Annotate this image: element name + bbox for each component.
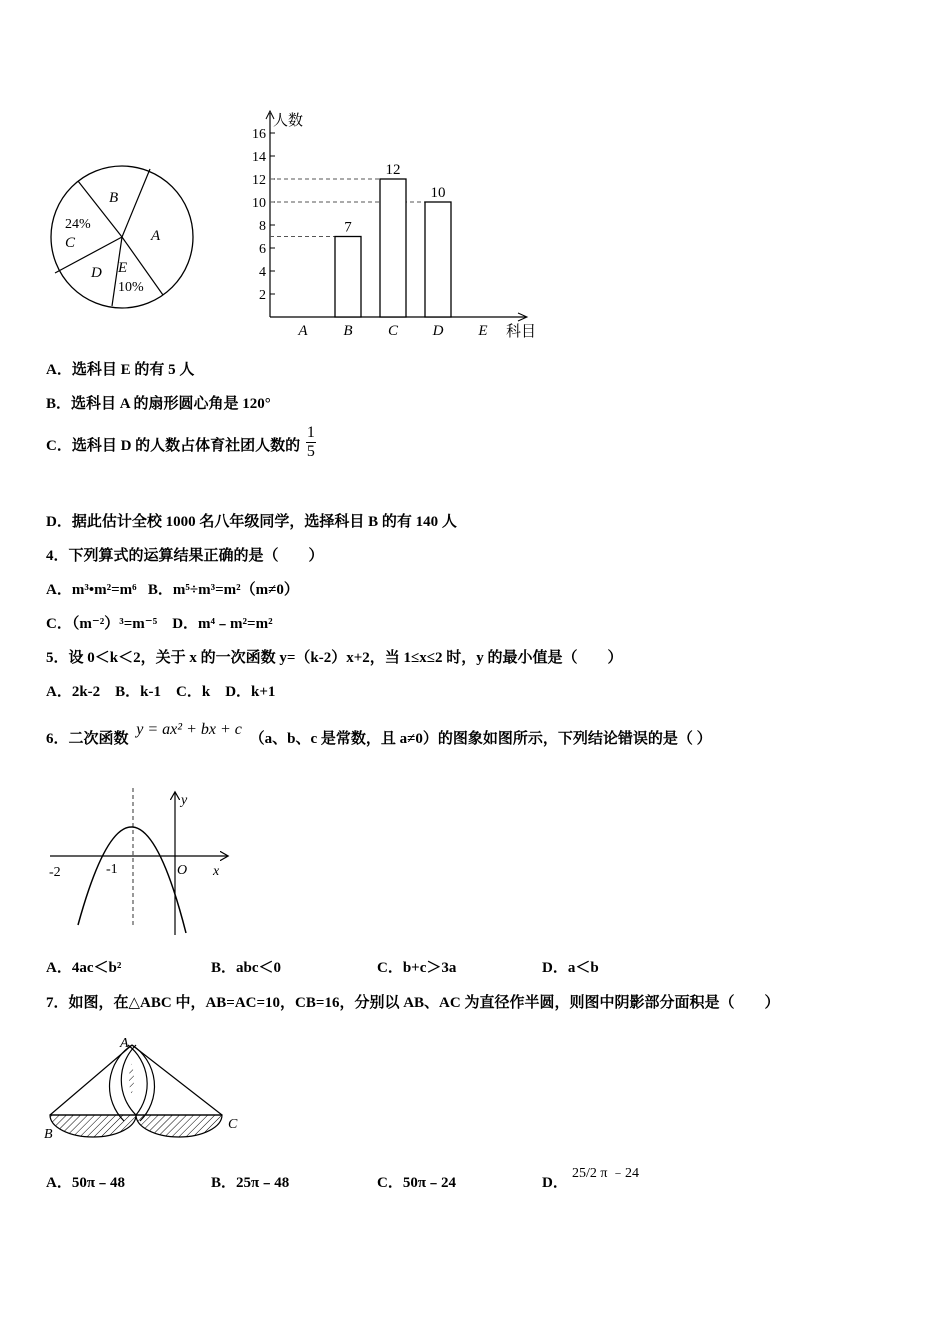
q7-option-a: A．50π﹣48: [46, 1175, 126, 1191]
bar: [425, 202, 451, 317]
q6-option-a: A．4ac＜b²: [46, 960, 122, 976]
triangle-semicircle-figure: [40, 1035, 255, 1145]
q7-option-b: B．25π﹣48: [211, 1175, 290, 1191]
q4-stem: 4．下列算式的运算结果正确的是（ ）: [46, 548, 324, 564]
y-tick-label: 12: [252, 173, 266, 188]
side-ab: [50, 1045, 132, 1115]
bar-data-label: 7: [344, 219, 352, 236]
q7-options: [46, 1173, 568, 1193]
y-tick-label: 14: [252, 150, 266, 165]
fraction-denominator: 5: [306, 443, 315, 460]
q6-stem: [46, 721, 712, 749]
q5-stem: 5．设 0＜k＜2，关于 x 的一次函数 y=（k-2）x+2，当 1≤x≤2 时，y 的最小值是（ ）: [46, 650, 623, 666]
y-tick-label: 6: [259, 242, 266, 257]
q4-options-ab: [46, 580, 299, 600]
q6-option-c: C．b+c＞3a: [377, 960, 457, 976]
y-tick-label: 8: [259, 219, 266, 234]
x-axis-title: 科目: [506, 324, 537, 340]
shaded-region-left: [50, 1115, 136, 1137]
fraction-one-fifth: [306, 424, 316, 461]
pie-slice-edge: [122, 169, 150, 237]
q4-option-a: A．m³•m²=m⁶: [46, 582, 137, 598]
q3-option-d: D．据此估计全校 1000 名八年级同学，选择科目 B 的有 140 人: [46, 514, 457, 530]
q4-options-cd: [46, 614, 273, 634]
x-tick-label: A: [298, 323, 308, 339]
bar-chart: [238, 105, 548, 345]
pie-label-b: B: [109, 190, 119, 206]
q3-option-c: [46, 424, 316, 465]
bar-data-label: 12: [385, 162, 401, 178]
q3-option-a: A．选科目 E 的有 5 人: [46, 362, 195, 378]
q6-stem-prefix: 6．二次函数: [46, 731, 129, 747]
semicircle-ab-outer: [110, 1045, 132, 1121]
pie-chart: [45, 160, 200, 315]
q7-option-d-prefix: D．: [542, 1175, 568, 1191]
y-tick-label: 4: [259, 265, 266, 280]
vertex-c-label: C: [228, 1117, 238, 1132]
q7-option-c: C．50π﹣24: [377, 1175, 457, 1191]
pie-label-a: A: [151, 228, 161, 244]
x-tick-label: D: [432, 323, 444, 339]
q6-option-d: D．a＜b: [542, 960, 599, 976]
q4-option-d: D．m⁴﹣m²=m²: [172, 616, 273, 632]
fraction-numerator: 1: [306, 424, 315, 441]
y-tick-label: 10: [252, 196, 266, 211]
q3-option-c-text: C．选科目 D 的人数占体育社团人数的: [46, 437, 301, 454]
q4-option-b: B．m⁵÷m³=m²（m≠0）: [147, 582, 299, 598]
vertex-b-label: B: [44, 1127, 53, 1142]
y-axis-title: 人数: [273, 113, 304, 129]
tick-label-neg2: -2: [49, 865, 61, 880]
vertex-a-label: A: [120, 1036, 129, 1051]
pie-label-d: D: [91, 265, 102, 281]
side-ac: [132, 1045, 222, 1115]
semicircle-ac-outer: [132, 1045, 154, 1121]
pie-label-e: E: [118, 260, 128, 276]
q5-options: A．2k-2 B．k-1 C．k D．k+1: [46, 684, 276, 700]
q4-option-c: C．（m⁻²）³=m⁻⁵: [46, 616, 158, 632]
bar-data-label: 10: [430, 185, 446, 201]
y-axis-label: y: [181, 793, 188, 808]
tick-label-neg1: -1: [106, 862, 118, 877]
q6-options: [46, 958, 599, 978]
parabola-curve: [78, 827, 186, 933]
pie-label-e-percent: 10%: [118, 280, 144, 295]
q6-stem-suffix: （a、b、c 是常数，且 a≠0）的图象如图所示，下列结论错误的是（ ）: [249, 731, 712, 747]
pie-label-c-percent: 24%: [65, 217, 91, 232]
q3-option-b: B．选科目 A 的扇形圆心角是 120°: [46, 396, 271, 412]
x-tick-label: E: [478, 323, 488, 339]
pie-label-c: C: [65, 235, 76, 251]
origin-label: O: [177, 863, 188, 878]
shaded-region-right: [136, 1115, 222, 1137]
bar: [335, 237, 361, 318]
x-axis-label: x: [213, 864, 220, 879]
bar: [380, 179, 406, 317]
parabola-graph: [45, 785, 240, 940]
q6-option-b: B．abc＜0: [211, 960, 282, 976]
q7-stem: 7．如图，在△ABC 中，AB=AC=10，CB=16，分别以 AB、AC 为直径作半圆，则图中阴影部分面积是（ ）: [46, 995, 780, 1011]
x-tick-label: B: [343, 323, 353, 339]
q7-option-d-expr: 25/2 π ﹣24: [572, 1166, 639, 1181]
q6-formula: y = ax² + bx + c: [136, 721, 242, 738]
y-tick-label: 16: [252, 127, 266, 142]
x-tick-label: C: [387, 323, 399, 339]
y-tick-label: 2: [259, 288, 266, 303]
